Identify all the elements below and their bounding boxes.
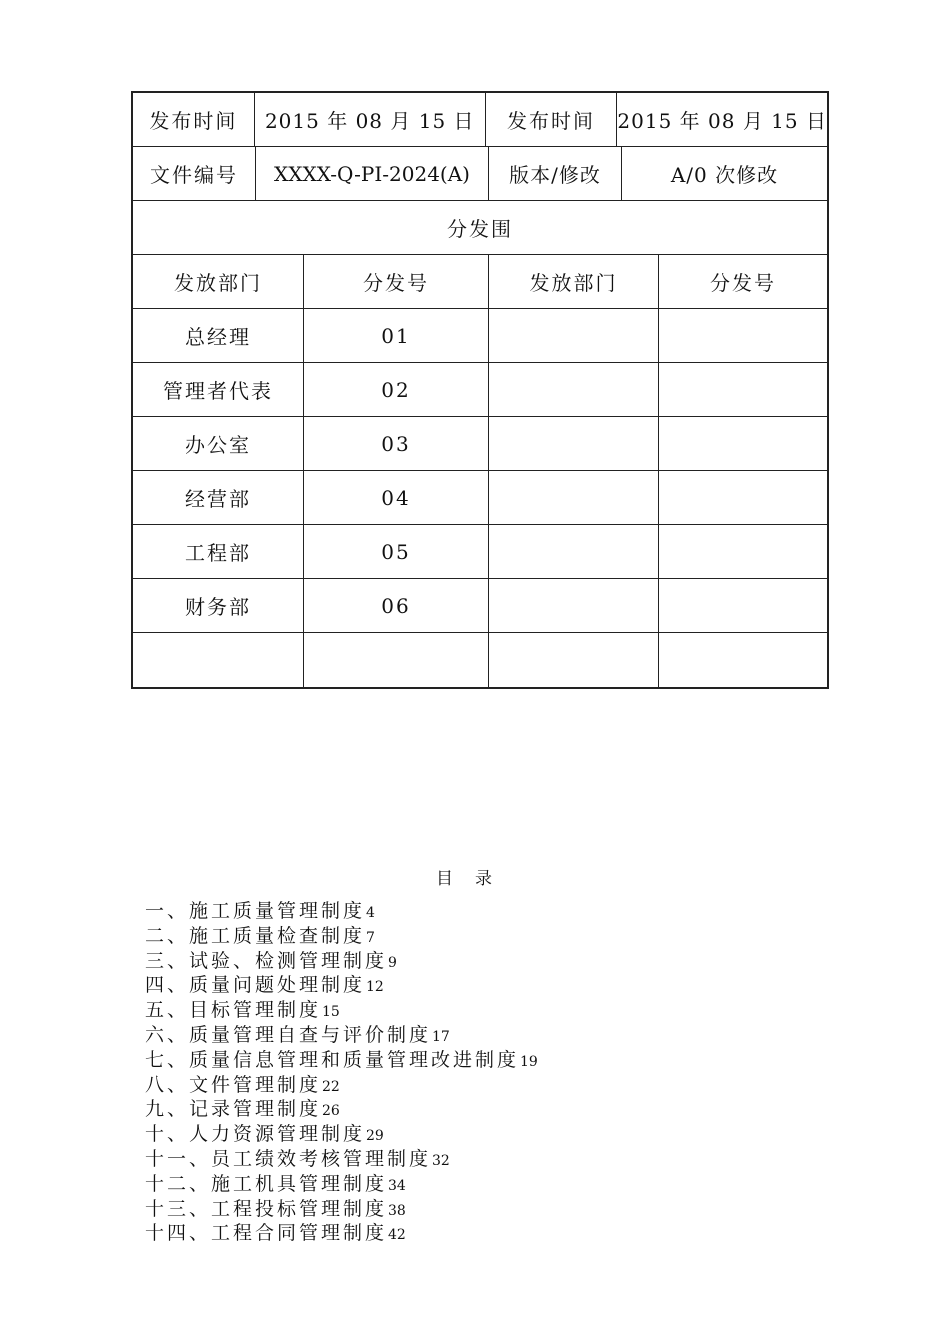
toc-item[interactable] [145,1221,538,1246]
toc-item-page: 22 [322,1078,340,1095]
release-row [133,93,827,147]
toc-item-page: 9 [388,954,397,971]
empty-cell [304,633,489,687]
number-cell: 05 [304,525,489,578]
empty-cell [659,363,827,416]
toc-item-text: 八、文件管理制度 [145,1073,322,1096]
dept-cell: 工程部 [133,525,304,578]
table-row [133,417,827,471]
release-date-2: 2015 年 08 月 15 日 [617,109,827,133]
column-header: 发放部门 [489,255,659,308]
distribution-title-row [133,201,827,255]
dept-cell: 经营部 [133,471,304,524]
file-no: XXXX-Q-PI-2024(A) [256,147,489,200]
toc-item-text: 十四、工程合同管理制度 [145,1222,388,1245]
toc-item[interactable] [145,1097,538,1122]
release-label-2: 发布时间 [486,93,618,146]
toc-item-text: 二、施工质量检查制度 [145,924,366,947]
toc-item-page: 38 [388,1202,406,1219]
distribution-title: 分发围 [447,217,513,241]
dept-cell: 总经理 [133,309,304,362]
empty-cell [659,417,827,470]
toc-item-page: 19 [520,1053,538,1070]
empty-cell [133,633,304,687]
number-cell: 06 [304,579,489,632]
toc-title: 目录 [436,869,514,889]
toc-item-page: 26 [322,1103,340,1120]
toc-item-page: 7 [366,929,375,946]
column-header: 分发号 [304,255,489,308]
version-value: A/0 次修改 [670,163,779,187]
dept-cell: 办公室 [133,417,304,470]
release-date-1: 2015 年 08 月 15 日 [255,93,486,146]
table-row [133,471,827,525]
empty-cell [659,471,827,524]
toc-item-text: 六、质量管理自查与评价制度 [145,1023,432,1046]
empty-cell [659,633,827,687]
table-of-contents [145,899,538,1246]
toc-item-text: 四、质量问题处理制度 [145,974,366,997]
empty-cell [489,363,659,416]
toc-item[interactable] [145,1048,538,1073]
toc-item-text: 一、施工质量管理制度 [145,900,366,922]
toc-item-text: 三、试验、检测管理制度 [145,949,388,972]
table-row [133,309,827,363]
dept-cell: 财务部 [133,579,304,632]
number-cell: 03 [304,417,489,470]
empty-cell [489,417,659,470]
file-no-label: 文件编号 [133,147,256,200]
empty-cell [489,579,659,632]
toc-item-text: 五、目标管理制度 [145,999,322,1022]
toc-item[interactable] [145,973,538,998]
toc-item-text: 十一、员工绩效考核管理制度 [145,1147,432,1170]
toc-item[interactable] [145,998,538,1023]
toc-item-page: 29 [366,1128,384,1145]
toc-item[interactable] [145,1172,538,1197]
toc-item-text: 十二、施工机具管理制度 [145,1172,388,1195]
empty-cell [659,525,827,578]
toc-item-text: 十、人力资源管理制度 [145,1123,366,1146]
toc-item[interactable] [145,899,538,924]
toc-item-page: 34 [388,1177,406,1194]
toc-item-page: 17 [432,1028,450,1045]
toc-item[interactable] [145,949,538,974]
toc-item-page: 42 [388,1227,406,1244]
distribution-header-row [133,255,827,309]
toc-item-text: 七、质量信息管理和质量管理改进制度 [145,1048,520,1071]
toc-item-page: 4 [366,905,375,921]
number-cell: 02 [304,363,489,416]
toc-item[interactable] [145,1073,538,1098]
empty-cell [659,309,827,362]
toc-item[interactable] [145,1147,538,1172]
toc-item-text: 十三、工程投标管理制度 [145,1197,388,1220]
dept-cell: 管理者代表 [133,363,304,416]
empty-cell [489,309,659,362]
version-label: 版本/修改 [489,147,622,200]
toc-item-page: 12 [366,979,384,996]
toc-item[interactable] [145,924,538,949]
table-row [133,363,827,417]
toc-item-page: 15 [322,1004,340,1021]
toc-item[interactable] [145,1197,538,1222]
toc-item[interactable] [145,1122,538,1147]
empty-cell [489,471,659,524]
empty-cell [659,579,827,632]
toc-item-page: 32 [432,1152,450,1169]
number-cell: 04 [304,471,489,524]
column-header: 分发号 [710,271,776,295]
table-row [133,579,827,633]
toc-item[interactable] [145,1023,538,1048]
number-cell: 01 [304,309,489,362]
table-row [133,525,827,579]
toc-item-text: 九、记录管理制度 [145,1098,322,1121]
empty-cell [489,633,659,687]
release-label-1: 发布时间 [133,93,255,146]
empty-cell [489,525,659,578]
column-header: 发放部门 [133,255,304,308]
file-info-row [133,147,827,201]
document-control-table [131,91,829,689]
table-row-empty [133,633,827,687]
